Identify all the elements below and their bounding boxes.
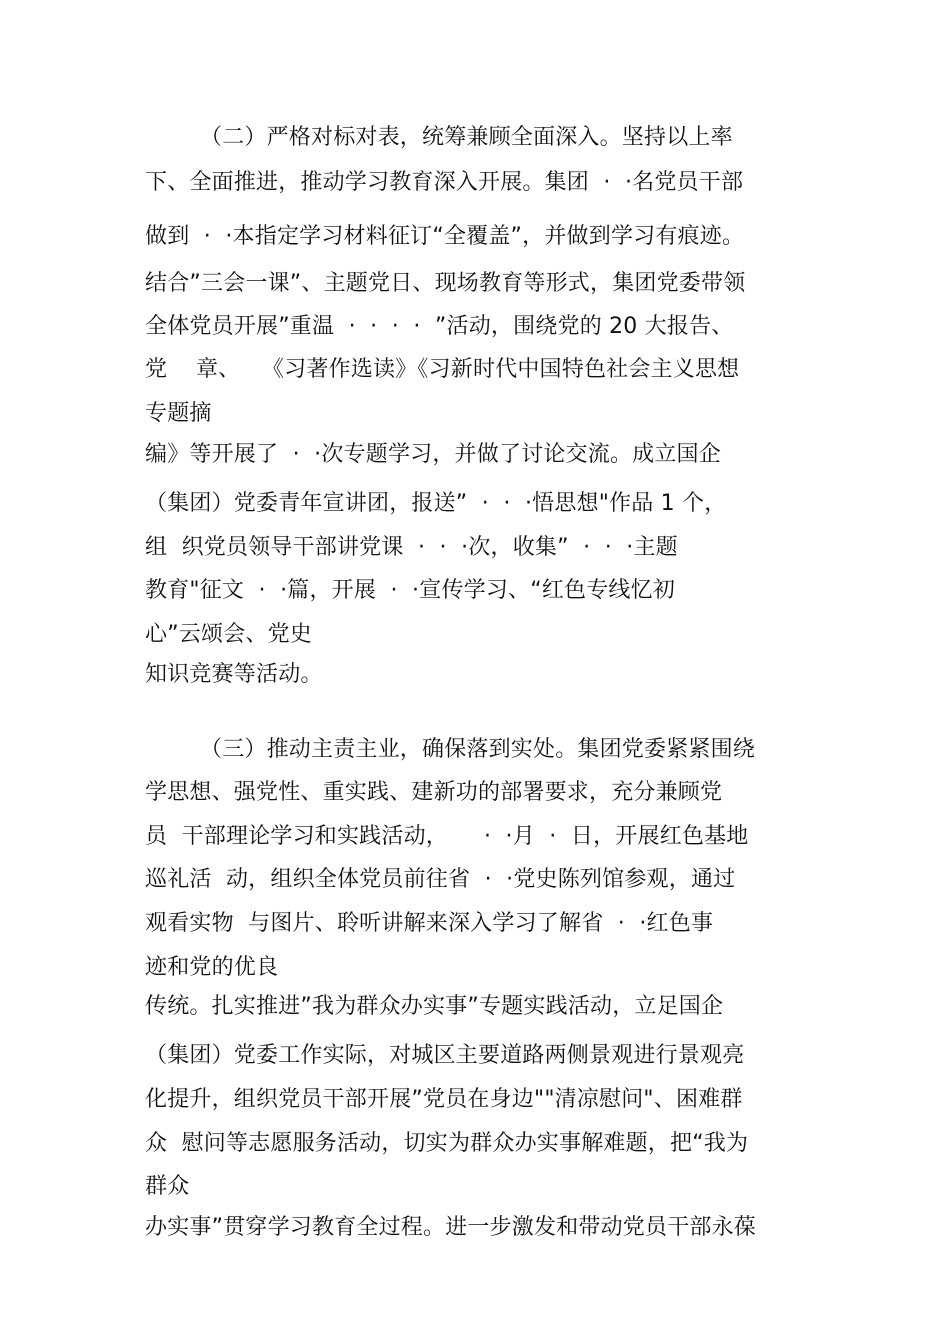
text-line: 群众 (145, 1174, 190, 1199)
text-line: （集团）党委工作实际，对城区主要道路两侧景观进行景观亮 (145, 1043, 745, 1068)
text-line: 传统。扎实推进”我为群众办实事”专题实践活动，立足国企 (145, 994, 724, 1019)
text-line: 知识竞赛等活动。 (145, 662, 323, 687)
text-line: 观看实物 与图片、聆听讲解来深入学习了解省 · ·红色事 (145, 911, 714, 936)
text-line: （集团）党委青年宣讲团，报送” · · ·悟思想"作品 1 个， (145, 491, 727, 516)
text-line: 结合”三会一课”、主题党日、现场教育等形式，集团党委带领 (145, 271, 746, 296)
text-line: 巡礼活 动，组织全体党员前往省 · ·党史陈列馆参观，通过 (145, 867, 736, 892)
text-line: 下、全面推进，推动学习教育深入开展。集团 · ·名党员干部 (145, 170, 744, 195)
paragraph-2-heading-line: （二）严格对标对表，统筹兼顾全面深入。坚持以上率 (200, 125, 733, 150)
text-line: 做到 · ·本指定学习材料征订“全覆盖”，并做到学习有痕迹。 (145, 224, 745, 249)
text-line: 员 干部理论学习和实践活动， · ·月 · 日，开展红色基地 (145, 824, 749, 849)
text-line: 专题摘 (145, 401, 212, 426)
text-line: 众 慰问等志愿服务活动，切实为群众办实事解难题，把“我为 (145, 1131, 749, 1156)
text-line: 迹和党的优良 (145, 955, 279, 980)
text-line: 心”云颂会、党史 (145, 622, 312, 647)
text-line: 教育"征文 · ·篇，开展 · ·宣传学习、“红色专线忆初 (145, 578, 676, 603)
text-line: 党 章、 《习著作选读》《习新时代中国特色社会主义思想 (145, 357, 740, 382)
text-line: 编》等开展了 · ·次专题学习，并做了讨论交流。成立国企 (145, 442, 721, 467)
text-line: 办实事”贯穿学习教育全过程。进一步激发和带动党员干部永葆 (145, 1215, 756, 1240)
text-line: 学思想、强党性、重实践、建新功的部署要求，充分兼顾党 (145, 780, 723, 805)
text-line: 化提升，组织党员干部开展”党员在身边""清凉慰问"、困难群 (145, 1087, 743, 1112)
text-line: 全体党员开展”重温 · · · · ”活动，围绕党的 20 大报告、 (145, 314, 734, 339)
text-line: 组 织党员领导干部讲党课 · · ·次，收集” · · ·主题 (145, 535, 678, 560)
paragraph-3-heading-line: （三）推动主责主业，确保落到实处。集团党委紧紧围绕 (200, 737, 756, 762)
